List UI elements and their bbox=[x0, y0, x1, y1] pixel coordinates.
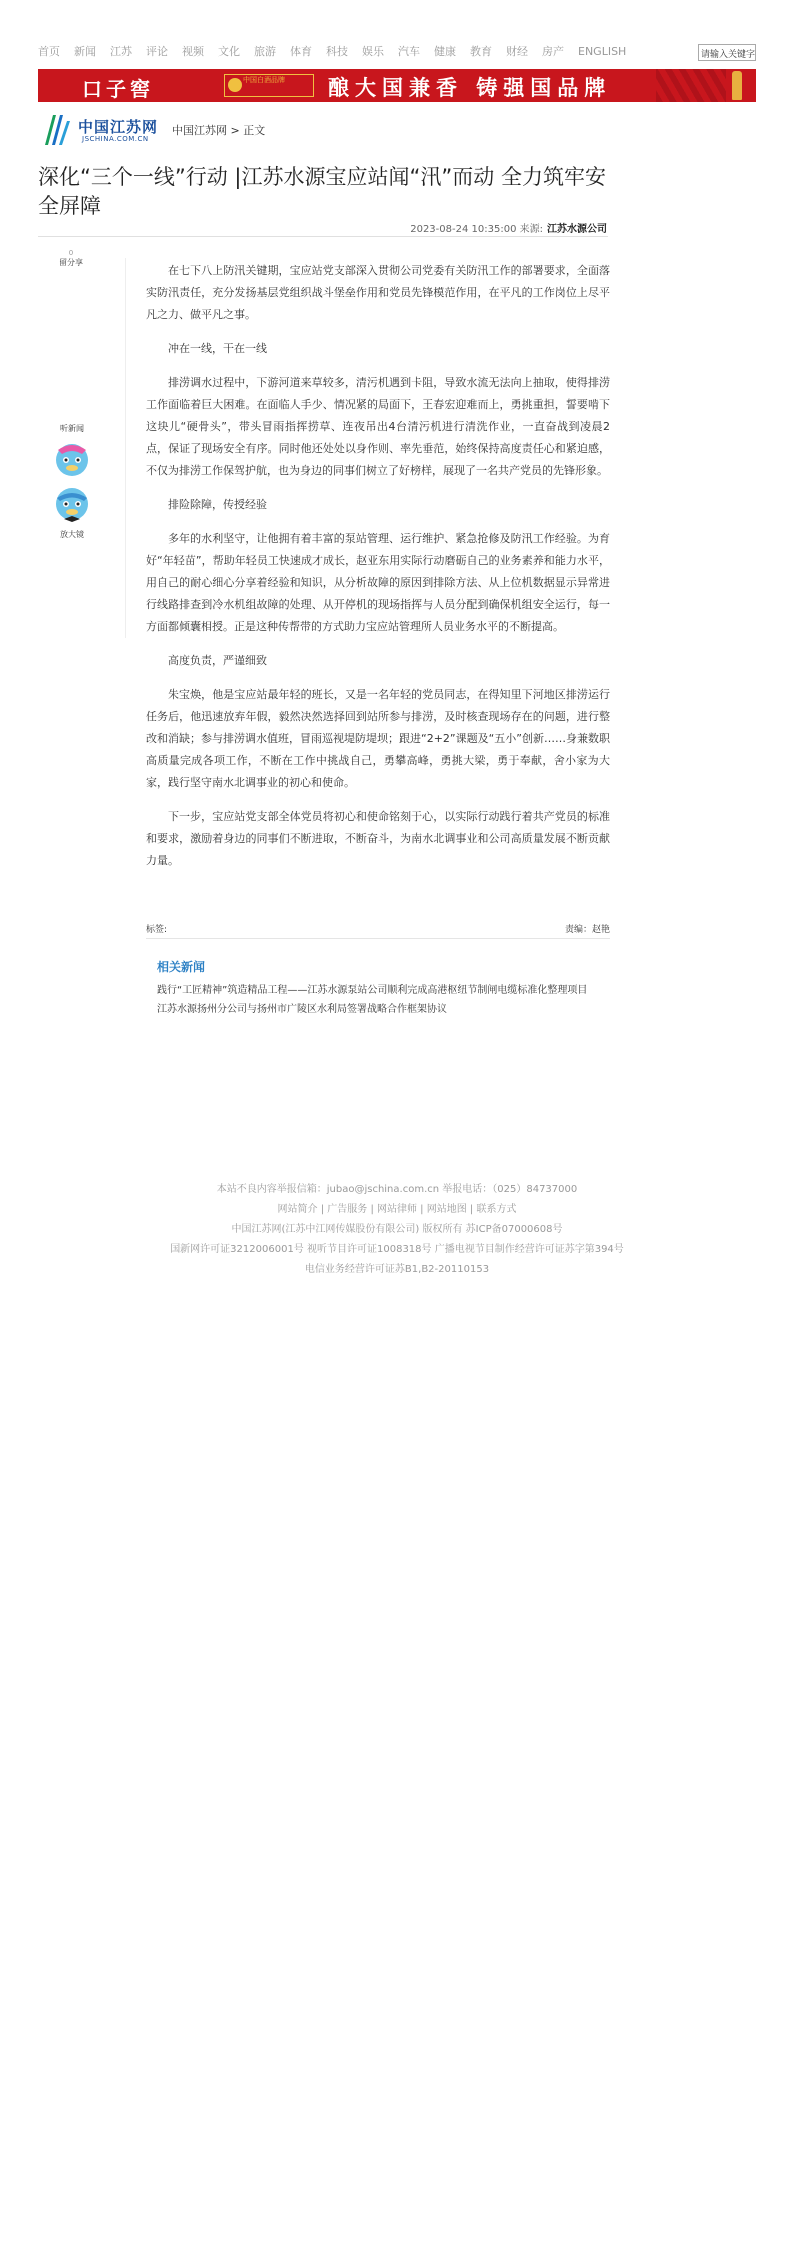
footer-link-about[interactable]: 网站简介 bbox=[277, 1204, 318, 1215]
nav-link-news[interactable]: 新闻 bbox=[74, 45, 96, 58]
article-paragraph: 排涝调水过程中，下游河道来草较多，清污机遇到卡阻，导致水流无法向上抽取，使得排涝工作面临着巨大困难。在面临人手少、情况紧的局面下，王春宏迎难而上，勇挑重担，誓要啃下这块儿“硬骨头”，带头冒雨指挥捞草、连夜吊出4台清污机进行清洗作业，一直奋战到凌晨2点，保证了现场安全有序。同时他还处处以身作则、率先垂范，始终保持高度责任心和紧迫感，不仅为排涝工作保驾护航，也为身边的同事们树立了好榜样，展现了一名共产党员的先锋形象。 bbox=[146, 376, 610, 477]
banner-slogan: 酿大国兼香 铸强国品牌 bbox=[328, 75, 612, 100]
nav-link-edu[interactable]: 教育 bbox=[470, 45, 492, 58]
article-body bbox=[146, 260, 610, 884]
nav-link-sports[interactable]: 体育 bbox=[290, 45, 312, 58]
article-title: 深化“三个一线”行动 |江苏水源宝应站闻“汛”而动 全力筑牢安全屏障 bbox=[38, 165, 606, 218]
footer-links: 网站简介 | 广告服务 | 网站律师 | 网站地图 | 联系方式 bbox=[277, 1204, 517, 1215]
article-subheading: 排险除障，传授经验 bbox=[168, 498, 267, 511]
nav-link-video[interactable]: 视频 bbox=[182, 45, 204, 58]
article-meta bbox=[410, 220, 607, 235]
listen-news-icon[interactable] bbox=[52, 438, 92, 478]
related-list bbox=[157, 981, 617, 1019]
tags-label: 标签: bbox=[146, 925, 168, 935]
nav-link-auto[interactable]: 汽车 bbox=[398, 45, 420, 58]
site-logo-domain: JSCHINA.COM.CN bbox=[82, 135, 149, 143]
nav-link-house[interactable]: 房产 bbox=[542, 45, 564, 58]
seal-icon bbox=[228, 78, 242, 92]
footer-link-sitemap[interactable]: 网站地图 bbox=[426, 1204, 467, 1215]
footer-telecom-license: 电信业务经营许可证苏B1,B2-20110153 bbox=[304, 1264, 490, 1275]
banner-brand: 口子窖 bbox=[82, 77, 154, 101]
article-paragraph: 下一步，宝应站党支部全体党员将初心和使命铭刻于心，以实际行动践行着共产党员的标准和要求，激励着身边的同事们不断进取，不断奋斗，为南水北调事业和公司高质量发展不断贡献力量。 bbox=[146, 810, 610, 867]
search-input[interactable]: 请输入关键字 bbox=[698, 44, 756, 61]
nav-link-finance[interactable]: 财经 bbox=[506, 45, 528, 58]
footer-link-lawyer[interactable]: 网站律师 bbox=[377, 1204, 417, 1215]
nav-link-home[interactable]: 首页 bbox=[38, 45, 60, 58]
top-nav bbox=[38, 44, 756, 62]
article-subheading: 高度负责，严谨细致 bbox=[168, 654, 267, 667]
footer-report-line: 本站不良内容举报信箱：jubao@jschina.com.cn 举报电话：（025）84737000 bbox=[216, 1184, 578, 1195]
share-label: 留分享 bbox=[59, 258, 83, 267]
breadcrumb[interactable]: 中国江苏网 > 正文 bbox=[172, 124, 266, 137]
nav-link-health[interactable]: 健康 bbox=[434, 45, 456, 58]
share-count: 0 bbox=[68, 249, 74, 257]
article-paragraph: 在七下八上防汛关键期，宝应站党支部深入贯彻公司党委有关防汛工作的部署要求，全面落实防汛责任，充分发扬基层党组织战斗堡垒作用和党员先锋模范作用，在平凡的工作岗位上尽平凡之力、做平凡之事。 bbox=[146, 264, 610, 321]
footer-licenses: 国新网许可证3212006001号 视听节目许可证1008318号 广播电视节目制作经营许可证苏字第394号 bbox=[170, 1244, 624, 1255]
banner-seal bbox=[224, 74, 314, 97]
nav-link-tech[interactable]: 科技 bbox=[326, 45, 348, 58]
nav-link-jiangsu[interactable]: 江苏 bbox=[110, 45, 132, 58]
zoom-icon[interactable] bbox=[52, 484, 92, 524]
listen-label: 听新闻 bbox=[60, 424, 84, 433]
divider bbox=[38, 236, 608, 237]
nav-link-travel[interactable]: 旅游 bbox=[254, 45, 276, 58]
article-footer-bar bbox=[146, 922, 610, 935]
share-button[interactable] bbox=[56, 249, 86, 268]
banner-decoration bbox=[656, 69, 726, 102]
site-logo-icon[interactable] bbox=[41, 111, 71, 147]
nav-link-english[interactable]: ENGLISH bbox=[578, 45, 627, 58]
nav-link-culture[interactable]: 文化 bbox=[218, 45, 240, 58]
article-datetime: 2023-08-24 10:35:00 bbox=[410, 224, 517, 235]
nav-link-comment[interactable]: 评论 bbox=[146, 45, 168, 58]
seal-text: 中国白酒品牌 bbox=[243, 76, 285, 84]
divider bbox=[146, 938, 610, 939]
site-logo-text[interactable]: 中国江苏网 bbox=[78, 118, 159, 136]
article-subheading: 冲在一线，干在一线 bbox=[168, 342, 267, 355]
related-item[interactable]: 践行“工匠精神”筑造精品工程——江苏水源泵站公司顺利完成高港枢纽节制闸电缆标准化整理项目 bbox=[157, 985, 588, 996]
bottle-icon bbox=[732, 71, 742, 100]
site-footer bbox=[38, 1180, 756, 1280]
related-heading: 相关新闻 bbox=[157, 960, 206, 974]
editor-credit: 责编：赵艳 bbox=[564, 925, 610, 935]
site-header bbox=[38, 108, 756, 150]
related-item[interactable]: 江苏水源扬州分公司与扬州市广陵区水利局签署战略合作框架协议 bbox=[157, 1004, 447, 1015]
reading-tools bbox=[50, 420, 94, 540]
source-label: 来源: bbox=[519, 224, 543, 235]
nav-link-ent[interactable]: 娱乐 bbox=[362, 45, 384, 58]
footer-link-contact[interactable]: 联系方式 bbox=[476, 1204, 517, 1215]
nav-links bbox=[38, 44, 756, 60]
article-source: 江苏水源公司 bbox=[547, 224, 607, 235]
related-news bbox=[157, 958, 617, 1019]
article-paragraph: 朱宝焕，他是宝应站最年轻的班长，又是一名年轻的党员同志，在得知里下河地区排涝运行任务后，他迅速放弃年假，毅然决然选择回到站所参与排涝，及时核查现场存在的问题，进行整改和消缺；参与排涝调水值班，冒雨巡视堤防堤坝；跟进“2+2”课题及“五小”创新……身兼数职高质量完成各项工作，不断在工作中挑战自己，勇攀高峰，勇挑大梁，勇于奉献，舍小家为大家，践行坚守南水北调事业的初心和使命。 bbox=[146, 688, 611, 789]
zoom-label: 放大镜 bbox=[60, 530, 84, 539]
banner-ad[interactable] bbox=[38, 69, 756, 102]
footer-link-ads[interactable]: 广告服务 bbox=[327, 1204, 368, 1215]
sidebar-divider bbox=[125, 258, 126, 638]
footer-copyright: 中国江苏网(江苏中江网传媒股份有限公司) 版权所有 苏ICP备07000608号 bbox=[231, 1224, 563, 1235]
article-paragraph: 多年的水利坚守，让他拥有着丰富的泵站管理、运行维护、紧急抢修及防汛工作经验。为育好“年轻苗”，帮助年轻员工快速成才成长，赵亚东用实际行动磨砺自己的业务素养和能力水平，用自己的耐心细心分享着经验和知识，从分析故障的原因到排除方法、从上位机数据显示异常进行线路排查到冷水机组故障的处理、从开停机的现场指挥与人员分配到确保机组安全运行，每一方面都倾囊相授。正是这种传帮带的方式助力宝应站管理所人员业务水平的不断提高。 bbox=[146, 532, 610, 633]
